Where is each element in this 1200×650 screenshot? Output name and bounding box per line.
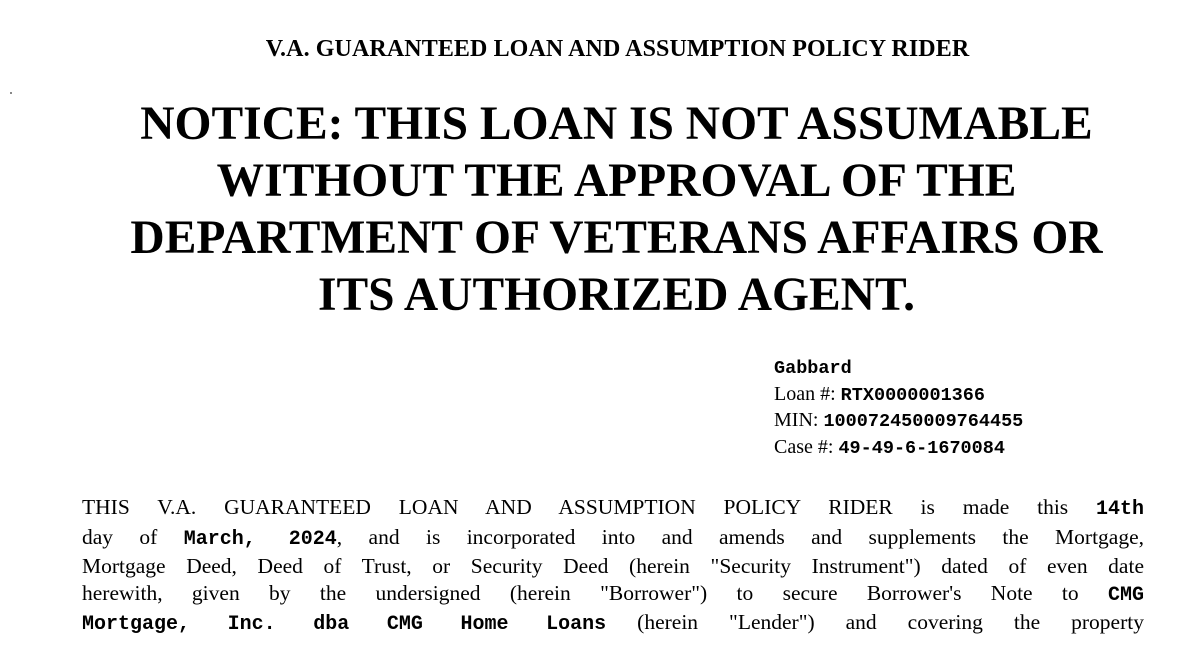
min-label: MIN: [774,409,824,431]
paragraph-line [82,609,1144,639]
scan-artifact-dot [10,92,12,94]
loan-identifiers [774,355,1023,461]
notice-line: NOTICE: THIS LOAN IS NOT ASSUMABLE [140,98,1093,150]
paragraph-line [82,494,1144,524]
paragraph-text: , and is incorporated into and amends and supplements the Mortgage, [336,524,1145,549]
notice-line: DEPARTMENT OF VETERANS AFFAIRS OR [130,212,1103,264]
paragraph-line [82,580,1144,610]
rider-body-paragraph [82,494,1152,639]
assumption-notice [0,96,1200,324]
case-label: Case #: [774,435,839,458]
paragraph-line [82,524,1144,554]
paragraph-text: Mortgage Deed, Deed of Trust, or Security Deed (herein "Security Instrument") dated of even date [82,554,1144,578]
lender-name: Mortgage, Inc. dba CMG Home Loans [82,613,607,636]
paragraph-line [82,553,1144,580]
min-number-row [774,408,1023,435]
loan-number-label: Loan #: [774,382,841,405]
notice-line: WITHOUT THE APPROVAL OF THE [216,155,1017,207]
loan-number-row [774,382,1023,409]
rider-day: 14th [1095,498,1144,521]
paragraph-text: THIS V.A. GUARANTEED LOAN AND ASSUMPTION POLICY RIDER is made this [82,495,1096,519]
paragraph-text: herewith, given by the undersigned (herein "Borrower") to secure Borrower's Note to [82,580,1108,605]
case-number: 49-49-6-1670084 [838,437,1005,459]
paragraph-text: day of [82,524,184,549]
rider-title: V.A. GUARANTEED LOAN AND ASSUMPTION POLICY RIDER [265,36,970,62]
min-number: 100072450009764455 [823,411,1024,432]
notice-line: ITS AUTHORIZED AGENT. [318,269,915,321]
lender-name: CMG [1107,583,1144,607]
borrower-name-row [774,355,1023,382]
paragraph-text: (herein "Lender") and covering the property [606,610,1144,634]
rider-date: March, 2024 [183,527,337,551]
loan-number: RTX0000001366 [840,384,985,406]
borrower-name: Gabbard [774,358,852,379]
case-number-row [774,435,1023,462]
